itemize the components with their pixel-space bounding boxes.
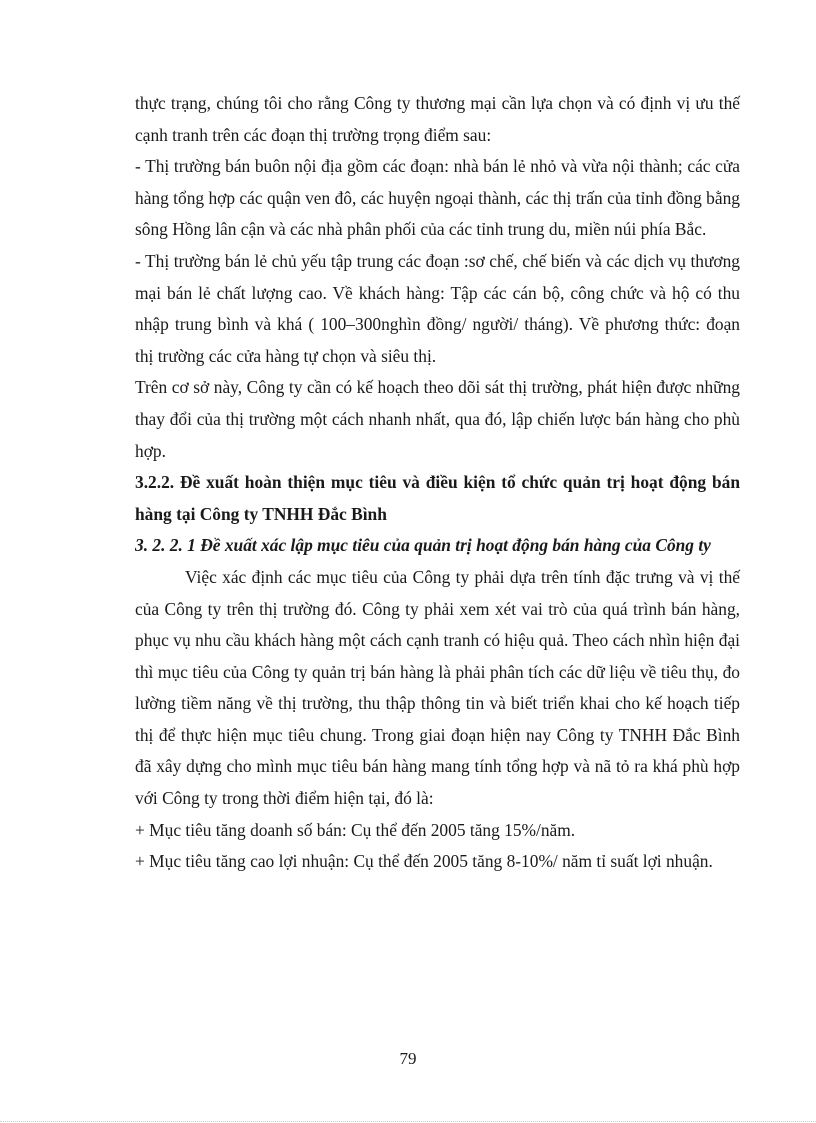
paragraph-market-monitoring: Trên cơ sở này, Công ty cần có kế hoạch theo dõi sát thị trường, phát hiện được những thay đổi của thị trường một cách nhanh nhất, qua đó, lập chiến lược bán hàng cho phù hợp.: [135, 377, 740, 461]
paragraph-retail-market: - Thị trường bán lẻ chủ yếu tập trung các đoạn :sơ chế, chế biến và các dịch vụ thương mại bán lẻ chất lượng cao. Về khách hàng: Tập các cán bộ, công chức và hộ có thu nhập trung bình và khá ( 100–300nghìn đồng/ người/ tháng). Về phương thức: đoạn thị trường các cửa hàng tự chọn và siêu thị.: [135, 250, 740, 366]
paragraph-profit-target: + Mục tiêu tăng cao lợi nhuận: Cụ thể đến 2005 tăng 8-10%/ năm tỉ suất lợi nhuận.: [135, 851, 713, 872]
paragraph-revenue-target: + Mục tiêu tăng doanh số bán: Cụ thể đến 2005 tăng 15%/năm.: [135, 819, 576, 840]
page-bottom-divider: [0, 1121, 816, 1122]
page-number: 79: [399, 1049, 417, 1068]
paragraph-market-segments-intro: thực trạng, chúng tôi cho rằng Công ty thương mại cần lựa chọn và có định vị ưu thế cạnh tranh trên các đoạn thị trường trọng điểm sau:: [135, 93, 740, 145]
paragraph-sales-objectives: Việc xác định các mục tiêu của Công ty phải dựa trên tính đặc trưng và vị thế của Công ty trên thị trường đó. Công ty phải xem xét vai trò của quá trình bán hàng, phục vụ nhu cầu khách hàng một cách cạnh tranh có hiệu quả. Theo cách nhìn hiện đại thì mục tiêu của Công ty quản trị bán hàng là phải phân tích các dữ liệu về tiêu thụ, đo lường tiềm năng về thị trường, thu thập thông tin và biết triển khai cho kế hoạch tiếp thị để thực hiện mục tiêu chung. Trong giai đoạn hiện nay Công ty TNHH Đắc Bình đã xây dựng cho mình mục tiêu bán hàng mang tính tổng hợp và nã tỏ ra khá phù hợp với Công ty trong thời điểm hiện tại, đó là:: [135, 566, 740, 809]
subsection-heading-3-2-2-1: 3. 2. 2. 1 Đề xuất xác lập mục tiêu của quản trị hoạt động bán hàng của Công ty: [135, 535, 711, 556]
section-heading-3-2-2: 3.2.2. Đề xuất hoàn thiện mục tiêu và điều kiện tổ chức quản trị hoạt động bán hàng tại Công ty TNHH Đắc Bình: [135, 472, 740, 524]
paragraph-wholesale-market: - Thị trường bán buôn nội địa gồm các đoạn: nhà bán lẻ nhỏ và vừa nội thành; các cửa hàng tổng hợp các quận ven đô, các huyện ngoại thành, các thị trấn của tỉnh đồng bằng sông Hồng lân cận và các nhà phân phối của các tỉnh trung du, miền núi phía Bắc.: [135, 156, 740, 240]
document-page: [135, 88, 740, 878]
